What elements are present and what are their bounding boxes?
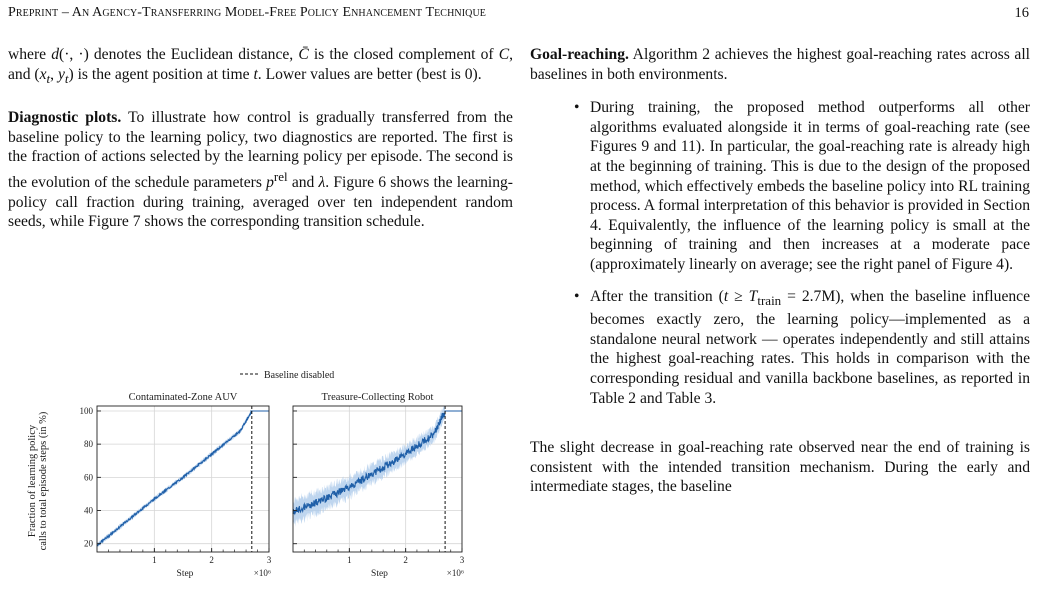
- chart-panel-auv: [80, 392, 272, 579]
- y-tick-label: 20: [84, 538, 93, 549]
- goal-reaching-paragraph: Goal-reaching. Algorithm 2 achieves the highest goal-reaching rates across all baselines in both environments.: [530, 46, 1030, 83]
- legend-label: Baseline disabled: [264, 370, 335, 381]
- figure-learning-policy-fraction: [22, 361, 492, 607]
- y-tick-label: 60: [84, 472, 93, 483]
- right-column: [530, 45, 1030, 497]
- x-tick-label: 3: [266, 555, 272, 565]
- chart-panel-robot: [293, 392, 465, 579]
- x-tick-label: 1: [347, 555, 352, 565]
- x-axis-multiplier: ×10⁶: [446, 568, 464, 578]
- y-tick-label: 40: [84, 505, 93, 516]
- legend: [240, 370, 334, 381]
- x-tick-label: 2: [209, 555, 214, 565]
- left-column: [8, 45, 513, 232]
- panel-title: Treasure-Collecting Robot: [321, 392, 434, 403]
- y-axis-label-line-2: calls to total episode steps (in %): [38, 411, 49, 551]
- y-axis-label: [27, 411, 49, 550]
- goal-reaching-heading: Goal-reaching.: [530, 46, 629, 63]
- running-title: Preprint – An Agency-Transferring Model-Free Policy Enhancement Technique: [8, 5, 486, 20]
- y-tick-label: 80: [84, 439, 93, 450]
- x-tick-label: 1: [152, 555, 157, 565]
- learning-policy-fraction-chart: [22, 361, 492, 607]
- y-axis-label-line-1: Fraction of learning policy: [27, 424, 38, 538]
- confidence-band: [293, 406, 462, 527]
- y-tick-label: 100: [79, 405, 93, 416]
- panel-title: Contaminated-Zone AUV: [128, 392, 238, 403]
- findings-list: [530, 98, 1030, 408]
- page-number: 16: [1014, 5, 1029, 21]
- diagnostic-plots-paragraph: Diagnostic plots. To illustrate how control is gradually transferred from the baseline policy to the learning policy, two diagnostics are reported. The first is the fraction of actions selected by the learning policy per episode. The second is the evolution of the schedule parameters $p^{rel}$ and λ. Figure 6 shows the learning-policy call fraction during training, averaged over ten independent random seeds, while Figure 7 shows the corresponding transition schedule.: [8, 109, 513, 231]
- x-axis-multiplier: ×10⁶: [253, 568, 271, 578]
- x-tick-label: 3: [459, 555, 465, 565]
- x-tick-label: 2: [403, 555, 408, 565]
- x-axis-label: Step: [176, 569, 194, 579]
- running-header: [8, 5, 1029, 25]
- list-item: • During training, the proposed method outperforms all other algorithms evaluated alongside it in terms of goal-reaching rate (see Figures 9 and 11). In particular, the goal-reaching rate is already high at the beginning of training. This is due to the design of the proposed method, which effectively embeds the baseline policy into RL training process. A formal interpretation of this behavior is provided in Section 4. Equivalently, the influence of the learning policy is small at the beginning of training and then increases at a moderate pace (approximately linearly on average; see the right panel of Figure 4).: [574, 99, 1030, 273]
- series-line: [97, 411, 269, 546]
- list-item: • After the transition $(t \ge T_{train} = 2.7M)$, when the baseline influence becomes exactly zero, the learning policy—implemented as a standalone neural network — operates independently and still attains the highest goal-reaching rates. This holds in comparison with the corresponding residual and vanilla backbone baselines, as reported in Table 2 and Table 3.: [574, 287, 1030, 407]
- metric-definition-paragraph: where d(·, ·) denotes the Euclidean distance, C̄ is the closed complement of C, and ($x_t$, $y_t$) is the agent position at time t. Lower values are better (best is 0).: [8, 46, 513, 86]
- diagnostic-plots-heading: Diagnostic plots.: [8, 109, 122, 127]
- x-axis-label: Step: [371, 569, 388, 579]
- closing-paragraph: The slight decrease in goal-reaching rate observed near the end of training is consistent with the intended transition mechanism. During the early and intermediate stages, the baseline: [530, 439, 1030, 496]
